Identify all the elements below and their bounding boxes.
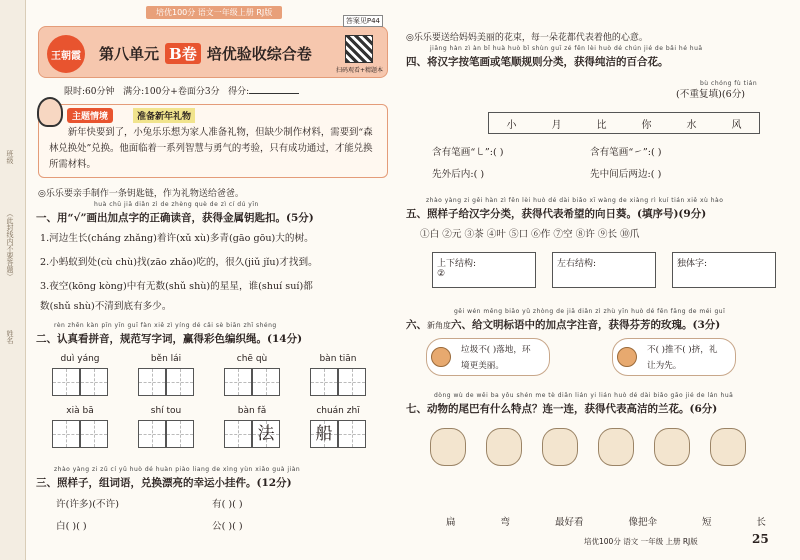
tail-long[interactable]: 长 [756, 517, 766, 528]
q4-title: 四、将汉字按笔画或笔顺规则分类，获得纯洁的百合花。 [406, 56, 669, 68]
monkey-icon[interactable] [654, 428, 690, 466]
margin-class-label: 班级 [6, 150, 14, 164]
q5-char-list: ①白 ②元 ③茶 ④叶 ⑤口 ⑥作 ⑦空 ⑧许 ⑨长 ⑩爪 [420, 229, 640, 240]
q4-char-1: 小 [506, 119, 517, 131]
q1-item-4: 数(shǔ shù)不清到底有多少。 [40, 301, 172, 312]
q3-row1-b[interactable]: 有( )( ) [212, 499, 243, 510]
theme-name: 准备新年礼物 [133, 108, 195, 123]
girl-avatar-icon [37, 97, 63, 127]
slogan-text: 不( )推不( )挤，礼让为先。 [647, 345, 718, 371]
q4-category-a[interactable]: 含有笔画“㇄”:( ) [432, 147, 504, 158]
qr-code-icon[interactable] [345, 35, 373, 63]
q2-word-1[interactable] [52, 354, 108, 396]
q3-title: 三、照样子，组词语，兑换漂亮的幸运小挂件。(12分) [36, 477, 292, 489]
write-cell[interactable] [138, 420, 166, 448]
squirrel-icon[interactable] [710, 428, 746, 466]
rooster-icon[interactable] [430, 428, 466, 466]
rabbit-icon[interactable] [598, 428, 634, 466]
q4-char-2: 月 [551, 119, 562, 131]
q6-title-text: 六、给文明标语中的加点字注音，获得芬芳的玫瑰。(3分) [451, 319, 721, 331]
q4-pinyin: jiāng hàn zì àn bǐ huà huò bǐ shùn guī zé fēn lèi huò dé chún jié de bǎi hé huā [430, 45, 703, 52]
lead-bouquet: ◎乐乐要送给妈妈美丽的花束，每一朵花都代表着他的心意。 [406, 33, 648, 43]
brand-logo: 王朝霞 [47, 35, 85, 73]
q3-row1-a[interactable]: 许(许多)(不许) [56, 499, 119, 510]
word-pinyin: chē qù [236, 354, 268, 364]
write-cell[interactable]: 法 [252, 420, 280, 448]
write-cell[interactable] [166, 368, 194, 396]
peacock-icon[interactable] [486, 428, 522, 466]
q5-pinyin: zhào yàng zi gěi hàn zì fēn lèi huò dé dài biǎo xī wàng de xiàng rì kuí tián xiě xù hào [426, 197, 724, 204]
tail-flat[interactable]: 扁 [446, 517, 456, 528]
word-pinyin: bàn tiān [319, 354, 357, 364]
story-text: 新年快要到了，小兔乐乐想为家人准备礼物，但缺少制作材料，需要到“森林兑换处”兑换。他面临着一系列智慧与勇气的考验，只有成功通过，才能兑换所需材料。 [49, 127, 373, 170]
time-limit: 限时:60分钟 [64, 87, 115, 97]
q5-box-left-right[interactable] [552, 252, 656, 288]
flower-icon [617, 347, 637, 367]
tail-curved[interactable]: 弯 [500, 517, 510, 528]
answer-reference: 答案见P44 [343, 15, 383, 27]
box-label: 上下结构: [437, 259, 477, 269]
q4-char-6: 风 [731, 119, 742, 131]
q5-box-single[interactable] [672, 252, 776, 288]
write-cell[interactable] [80, 420, 108, 448]
write-cell[interactable] [338, 420, 366, 448]
q5-title: 五、照样子给汉字分类，获得代表希望的向日葵。(填序号)(9分) [406, 208, 707, 220]
slogan-text: 垃圾不( )落地，环境更美丽。 [461, 345, 531, 371]
exam-info [64, 84, 299, 97]
q4-category-d[interactable]: 先中间后两边:( ) [590, 169, 662, 180]
q2-word-6[interactable] [138, 406, 194, 448]
write-cell[interactable]: 船 [310, 420, 338, 448]
footer-text: 培优100分 语文 一年级 上册 RJ版 [584, 537, 698, 546]
tail-umbrella[interactable]: 像把伞 [628, 517, 657, 528]
volume-badge: B卷 [165, 43, 201, 64]
right-column [404, 0, 790, 560]
write-cell[interactable] [52, 420, 80, 448]
page-number: 25 [752, 532, 769, 546]
q4-category-c[interactable]: 先外后内:( ) [432, 169, 485, 180]
unit-label: 第八单元 [99, 45, 160, 63]
tail-options [446, 514, 766, 528]
q2-title: 二、认真看拼音，规范写字词，赢得彩色编织绳。(14分) [36, 333, 303, 345]
q5-box-top-bottom[interactable] [432, 252, 536, 288]
word-pinyin: duì yáng [60, 354, 100, 364]
q2-word-8[interactable] [310, 406, 366, 448]
exam-title: 培优验收综合卷 [206, 45, 312, 63]
write-cell[interactable] [224, 420, 252, 448]
write-cell[interactable] [252, 368, 280, 396]
write-cell[interactable] [338, 368, 366, 396]
q3-row2-b[interactable]: 公( )( ) [212, 521, 243, 532]
tail-short[interactable]: 短 [701, 517, 712, 528]
box-label: 独体字: [677, 259, 708, 269]
q6-slogan-2[interactable] [612, 338, 736, 376]
q1-item-3: 3.夜空(kōng kòng)中有无数(shǔ shù)的星星，谁(shuí suí)都 [40, 281, 313, 292]
write-cell[interactable] [138, 368, 166, 396]
binding-margin [0, 0, 26, 560]
unit-title [99, 43, 312, 64]
theme-badge: 主题情境 [67, 108, 113, 123]
q4-char-4: 你 [641, 119, 652, 131]
write-cell[interactable] [310, 368, 338, 396]
write-cell[interactable] [80, 368, 108, 396]
q6-tag: 新角度 [427, 321, 451, 330]
q1-title: 一、用“√”画出加点字的正确读音，获得金属钥匙扣。(5分) [36, 212, 314, 224]
q3-row2-a[interactable]: 白( )( ) [56, 521, 87, 532]
top-banner: 培优100分 语文一年级上册 RJ版 [146, 6, 282, 19]
q4-char-3: 比 [596, 119, 607, 131]
q7-title: 七、动物的尾巴有什么特点？连一连，获得代表高洁的兰花。(6分) [406, 403, 718, 415]
flower-icon [431, 347, 451, 367]
full-score: 满分:100分+卷面分3分 [123, 87, 220, 97]
story-box [38, 104, 388, 178]
box-label: 左右结构: [557, 259, 597, 269]
write-cell[interactable] [166, 420, 194, 448]
q2-word-3[interactable] [224, 354, 280, 396]
title-box [38, 17, 388, 78]
q7-pinyin: dòng wù de wěi ba yǒu shén me tè diǎn lián yi lián huò dé dài biǎo gāo jié de lán huā [434, 392, 734, 399]
qr-caption: 扫码观看+精题本 [335, 67, 383, 74]
lead-keychain: ◎乐乐要亲手制作一条钥匙链，作为礼物送给爸爸。 [38, 189, 244, 199]
q2-pinyin: rèn zhēn kàn pīn yīn guī fàn xiě zì yíng dé cǎi sè biān zhī shéng [54, 322, 277, 329]
score-label: 得分: [228, 87, 250, 97]
write-cell[interactable] [224, 368, 252, 396]
q6-slogan-1[interactable] [426, 338, 550, 376]
tail-prettiest[interactable]: 最好看 [554, 517, 584, 528]
q4-note-pinyin: bù chóng fù tián [700, 80, 758, 87]
q1-item-2: 2.小蚂蚁到处(cù chù)找(zāo zhǎo)吃的，很久(jiǔ jǐu)才找到。 [40, 257, 318, 268]
q2-word-7[interactable] [224, 406, 280, 448]
box-example: ② [437, 269, 446, 279]
margin-warning: （此封线内不要答题） [6, 210, 14, 280]
q2-word-2[interactable] [138, 354, 194, 396]
q4-note: (不重复填)(6分) [676, 89, 746, 100]
margin-name-label: 姓名 [6, 330, 14, 344]
q4-word-row [488, 112, 760, 134]
q2-word-5[interactable] [52, 406, 108, 448]
word-pinyin: chuán zhī [316, 406, 360, 416]
q3-pinyin: zhào yàng zi zǔ cí yǔ huò dé huàn piào liang de xìng yùn xiǎo guà jiàn [54, 466, 301, 473]
word-pinyin: xià bā [66, 406, 94, 416]
q4-category-b[interactable]: 含有笔画“㇀”:( ) [590, 147, 662, 158]
q6-title: 六、新角度六、给文明标语中的加点字注音，获得芬芳的玫瑰。(3分) [406, 319, 721, 331]
word-pinyin: shí tou [150, 406, 182, 416]
q1-pinyin: huà chū jiā diǎn zì de zhèng què de zì cí dú yīn [94, 201, 259, 208]
word-pinyin: běn lái [150, 354, 182, 364]
word-pinyin: bàn fǎ [237, 406, 267, 416]
write-cell[interactable] [52, 368, 80, 396]
q2-word-4[interactable] [310, 354, 366, 396]
q1-item-1: 1.河边生长(cháng zhǎng)着许(xǔ xù)多青(gāo gōu)大的树。 [40, 233, 314, 244]
score-blank[interactable] [249, 93, 299, 94]
left-column [34, 0, 392, 560]
duck-icon[interactable] [542, 428, 578, 466]
q4-char-5: 水 [686, 119, 697, 131]
q6-pinyin: gěi wén měng biāo yǔ zhòng de jiā diǎn zì zhù yīn huò dé fēn fāng de méi guī [454, 308, 726, 315]
